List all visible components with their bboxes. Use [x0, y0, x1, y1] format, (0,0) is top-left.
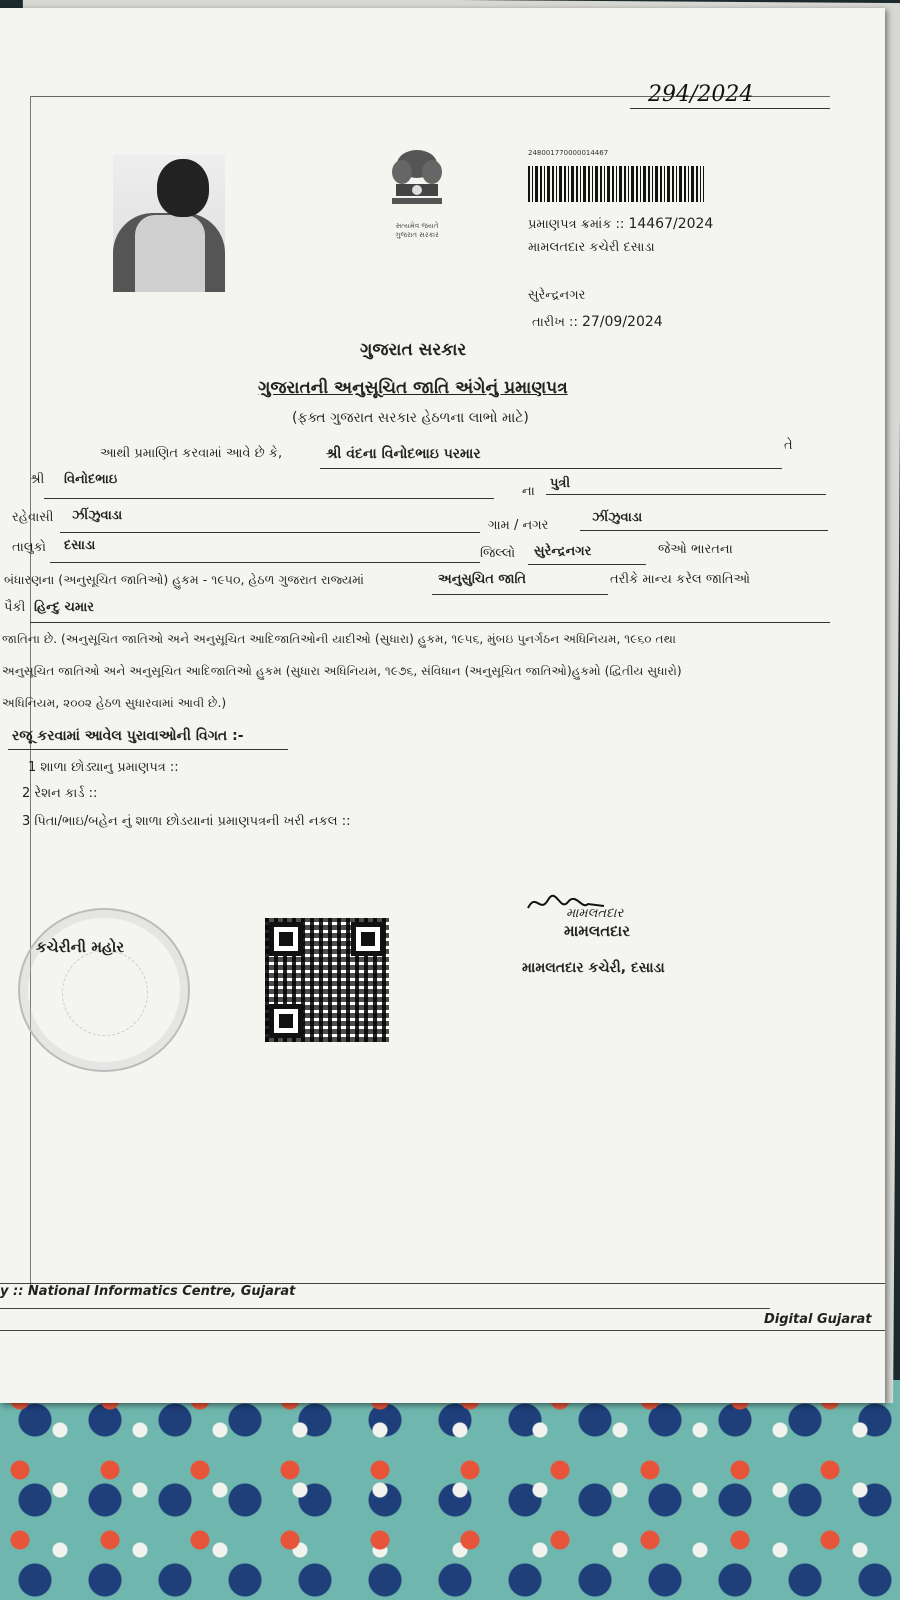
village-label: ગામ / નગર: [488, 518, 549, 533]
evidence-item: 2 રેશન કાર્ડ ::: [22, 786, 98, 801]
issuing-office: મામલતદાર કચેરી દસાડા: [528, 240, 655, 255]
office-seal: [18, 908, 190, 1072]
signatory-office: મામલતદાર કચેરી, દસાડા: [522, 960, 665, 976]
constitution-text: બંધારણના (અનુસૂચિત જાતિઓ) હુકમ - ૧૯૫૦, હેઠળ ગુજરાત રાજ્યમાં: [4, 572, 364, 587]
jeo-text: જેઓ ભારતના: [658, 542, 733, 557]
evidence-heading-underline: [8, 749, 288, 750]
footer-separator-2: [0, 1308, 770, 1309]
legal-paragraph-line-2: અનુસૂચિત જાતિઓ અને અનુસૂચિત આદિજાતિઓ હુકમ (સુધારા અધિનિયમ, ૧૯૭૬, સંવિધાન (અનુસૂચિત જાતિઓ)હુકમો (દ્વિતીય સુધારો): [2, 664, 682, 678]
handwritten-reference: 294/2024: [648, 82, 754, 107]
village-line: [580, 530, 828, 531]
caste-value: હિન્દુ ચમાર: [34, 600, 94, 615]
issue-date-label: તારીખ ::: [532, 315, 578, 330]
footer-digital-gujarat: Digital Gujarat: [764, 1312, 872, 1327]
district-value: સુરેન્દ્રનગર: [534, 544, 592, 559]
category-value: અનુસુચિત જાતિ: [438, 572, 527, 587]
footer-nic: y :: National Informatics Centre, Gujarat: [0, 1284, 296, 1299]
paiki-label: પૈકી: [4, 600, 26, 615]
certificate-title: ગુજરાતની અનુસૂચિત જાતિ અંગેનું પ્રમાણપત્ર: [258, 378, 568, 398]
te-word: તે: [784, 438, 793, 453]
ashoka-emblem-icon: [378, 146, 456, 216]
state-emblem: [378, 146, 456, 238]
qr-finder-bottom-left: [269, 1004, 303, 1038]
legal-paragraph-line-3: અધિનિયમ, ૨૦૦૨ હેઠળ સુધારવામાં આવી છે.): [2, 696, 227, 710]
signature-scribble: મામલતદાર: [566, 906, 624, 921]
applicant-photo: [113, 155, 225, 292]
photo-shirt: [135, 215, 205, 292]
applicant-name: શ્રી વંદના વિનોદભાઇ પરમાર: [326, 446, 481, 462]
resident-value: ઝીંઝુવાડા: [72, 508, 123, 523]
seal-label: કચેરીની મહોર: [36, 938, 125, 956]
resident-line: [60, 532, 480, 533]
na-word: ના: [522, 484, 535, 499]
issuing-district: સુરેન્દ્રનગર: [528, 288, 586, 303]
barcode-number: 248001770000014467: [528, 149, 609, 157]
taluka-line: [50, 562, 480, 563]
father-line: [44, 498, 494, 499]
recognized-text: તરીકે માન્ય કરેલ જાતિઓ: [610, 572, 751, 587]
taluka-value: દસાડા: [64, 538, 96, 553]
district-label: જિલ્લો: [480, 546, 516, 561]
evidence-heading: રજૂ કરવામાં આવેલ પુરાવાઓની વિગત :-: [12, 728, 244, 744]
certificate-number-label: પ્રમાણપત્ર ક્રમાંક ::: [528, 217, 625, 232]
issue-date-row: [532, 314, 663, 330]
emblem-caption: સત્યમેવ જયતે ગુજરાત સરકાર: [395, 222, 439, 239]
certificate-subtitle: (ફક્ત ગુજરાત સરકાર હેઠળના લાભો માટે): [292, 410, 529, 426]
reference-underline: [630, 108, 830, 109]
relation-line: [546, 494, 826, 495]
frame-left-border: [30, 96, 31, 1286]
district-line: [528, 564, 646, 565]
relation-value: પુત્રી: [550, 476, 571, 491]
resident-label: રહેવાસી: [12, 510, 54, 525]
evidence-item: 1 શાળા છોડ્યાનુ પ્રમાણપત્ર ::: [28, 760, 179, 775]
photo-head: [157, 159, 209, 217]
shri-label: શ્રી: [30, 472, 45, 487]
barcode: [528, 166, 704, 202]
footer-separator-3: [0, 1330, 885, 1331]
certificate-paper: [0, 8, 885, 1403]
evidence-item: 3 પિતા/ભાઇ/બહેન નું શાળા છોડયાનાં પ્રમાણપત્રની ખરી નકલ ::: [22, 814, 351, 829]
certificate-number-value: 14467/2024: [628, 216, 714, 232]
caste-line: [30, 622, 830, 623]
issue-date-value: 27/09/2024: [581, 314, 663, 330]
seal-inner-ring: [62, 950, 148, 1036]
father-name: વિનોદભાઇ: [64, 472, 118, 487]
certificate-number-row: [528, 216, 713, 232]
qr-code: [265, 918, 389, 1042]
category-line: [432, 594, 608, 595]
qr-finder-top-right: [351, 922, 385, 956]
intro-text: આથી પ્રમાણિત કરવામાં આવે છે કે,: [100, 446, 283, 461]
legal-paragraph-line-1: જાતિના છે. (અનુસૂચિત જાતિઓ અને અનુસૂચિત આદિજાતિઓની યાદીઓ (સુધારા) હુકમ, ૧૯૫૬, મુંબઇ પુનર્ગઠન અધિનિયમ, ૧૯૬૦ તથા: [2, 632, 676, 646]
signatory-designation: મામલતદાર: [564, 922, 630, 940]
gov-heading: ગુજરાત સરકાર: [360, 340, 467, 360]
qr-finder-top-left: [269, 922, 303, 956]
name-line: [320, 468, 782, 469]
fabric-background: [0, 1380, 900, 1600]
taluka-label: તાલુકો: [12, 540, 47, 555]
village-value: ઝીંઝુવાડા: [592, 510, 643, 525]
